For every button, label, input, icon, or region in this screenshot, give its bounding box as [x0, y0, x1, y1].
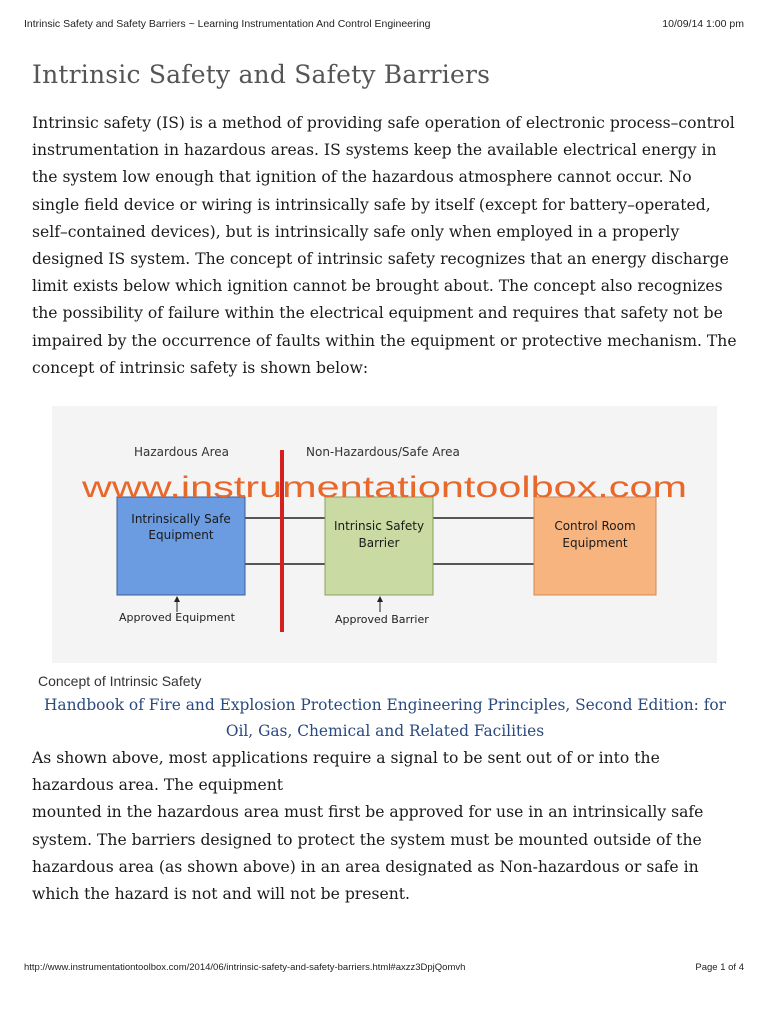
- article-title: Intrinsic Safety and Safety Barriers: [32, 60, 491, 89]
- figure-caption: Concept of Intrinsic Safety: [38, 673, 202, 689]
- body-paragraph-2-line2: mounted in the hazardous area must first be approved for use in an intrinsically safe system. The barriers designed to protect the system must be mounted outside of the hazardous area (as shown above) in an area designated as Non-hazardous or safe in which the hazard is not and will not be present.: [32, 803, 704, 904]
- footer-url[interactable]: http://www.instrumentationtoolbox.com/2014/06/intrinsic-safety-and-safety-barriers.html#axzz3DpjQomvh: [24, 962, 466, 973]
- approved-barrier-arrowhead: [377, 596, 383, 602]
- approved-barrier-label: Approved Barrier: [335, 613, 429, 626]
- safe-area-label: Non-Hazardous/Safe Area: [306, 445, 460, 459]
- body-paragraph-2: [32, 745, 738, 908]
- print-footer: [24, 962, 744, 973]
- body-paragraph-2-line1: As shown above, most applications require a signal to be sent out of or into the hazardous area. The equipment: [32, 749, 660, 795]
- watermark-text: www.instrumentationtoolbox.com: [80, 471, 688, 504]
- print-header: [24, 18, 744, 30]
- box3-label-line2: Equipment: [562, 536, 628, 550]
- book-link[interactable]: Handbook of Fire and Explosion Protection Engineering Principles, Second Edition: for Oil, Gas, Chemical and Related Facilities: [43, 696, 727, 740]
- box1-label-line2: Equipment: [148, 528, 214, 542]
- intrinsic-safety-diagram: [52, 406, 717, 663]
- box1-label-line1: Intrinsically Safe: [131, 512, 231, 526]
- footer-page-number: Page 1 of 4: [695, 962, 744, 973]
- header-page-title: Intrinsic Safety and Safety Barriers ~ Learning Instrumentation And Control Engineering: [24, 18, 431, 30]
- box2-label-line2: Barrier: [358, 536, 400, 550]
- approved-equipment-arrowhead: [174, 596, 180, 602]
- box2-label-line1: Intrinsic Safety: [333, 519, 425, 533]
- approved-equipment-label: Approved Equipment: [119, 611, 235, 624]
- diagram-svg: [52, 406, 717, 663]
- hazardous-area-label: Hazardous Area: [134, 445, 229, 459]
- intro-paragraph: Intrinsic safety (IS) is a method of providing safe operation of electronic process–control instrumentation in hazardous areas. IS systems keep the available electrical energy in the system low enough that ignition of the hazardous atmosphere cannot occur. No single field device or wiring is intrinsically safe by itself (except for battery–operated, self–contained devices), but is intrinsically safe only when employed in a properly designed IS system. The concept of intrinsic safety recognizes that an energy discharge limit exists below which ignition cannot be brought about. The concept also recognizes the possibility of failure within the electrical equipment and requires that safety not be impaired by the occurrence of faults within the equipment or protective mechanism. The concept of intrinsic safety is shown below:: [32, 114, 737, 377]
- box3-label-line1: Control Room: [554, 519, 636, 533]
- header-timestamp: 10/09/14 1:00 pm: [662, 18, 744, 30]
